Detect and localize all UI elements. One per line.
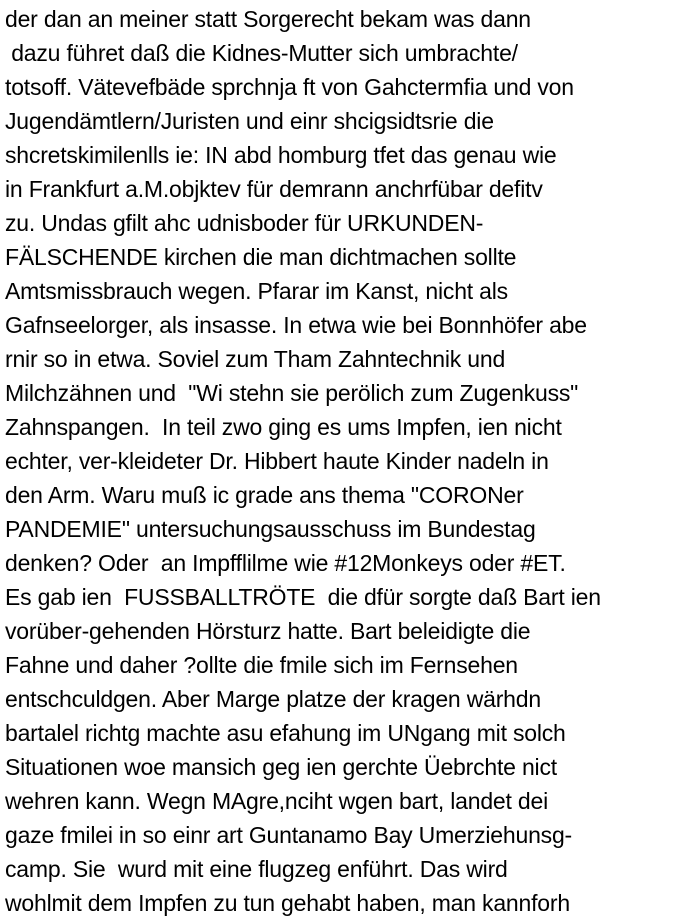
text-line: Situationen woe mansich geg ien gerchte Üebrchte nict <box>5 754 557 780</box>
text-line: Gafnseelorger, als insasse. In etwa wie bei Bonnhöfer abe <box>5 312 587 338</box>
text-line: FÄLSCHENDE kirchen die man dichtmachen sollte <box>5 244 517 270</box>
text-line: PANDEMIE" untersuchungsausschuss im Bundestag <box>5 516 536 542</box>
text-line: vorüber-gehenden Hörsturz hatte. Bart beleidigte die <box>5 618 531 644</box>
text-line: totsoff. Vätevefbäde sprchnja ft von Gahctermfia und von <box>5 74 574 100</box>
text-line: camp. Sie wurd mit eine flugzeg enführt. Das wird <box>5 856 508 882</box>
text-line: Amtsmissbrauch wegen. Pfarar im Kanst, nicht als <box>5 278 508 304</box>
text-line: shcretskimilenlls ie: IN abd homburg tfet das genau wie <box>5 142 557 168</box>
text-line: wehren kann. Wegn MAgre,nciht wgen bart, landet dei <box>5 788 548 814</box>
text-line: Es gab ien FUSSBALLTRÖTE die dfür sorgte daß Bart ien <box>5 584 601 610</box>
text-line: bartalel richtg machte asu efahung im UNgang mit solch <box>5 720 566 746</box>
text-line: dazu führet daß die Kidnes-Mutter sich umbrachte/ <box>5 40 518 66</box>
text-line: in Frankfurt a.M.objktev für demrann anchrfübar defitv <box>5 176 543 202</box>
text-line: Fahne und daher ?ollte die fmile sich im Fernsehen <box>5 652 518 678</box>
text-line: wohlmit dem Impfen zu tun gehabt haben, man kannforh <box>5 890 570 916</box>
text-line: Zahnspangen. In teil zwo ging es ums Impfen, ien nicht <box>5 414 562 440</box>
text-body <box>5 2 684 920</box>
text-line: den Arm. Waru muß ic grade ans thema "CORONer <box>5 482 524 508</box>
text-line: denken? Oder an Impfflilme wie #12Monkeys oder #ET. <box>5 550 566 576</box>
text-line: Milchzähnen und "Wi stehn sie perölich zum Zugenkuss" <box>5 380 579 406</box>
text-line: zu. Undas gfilt ahc udnisboder für URKUNDEN- <box>5 210 484 236</box>
text-line: der dan an meiner statt Sorgerecht bekam was dann <box>5 6 531 32</box>
text-line: rnir so in etwa. Soviel zum Tham Zahntechnik und <box>5 346 506 372</box>
text-line: Jugendämtlern/Juristen und einr shcigsidtsrie die <box>5 108 494 134</box>
text-line: echter, ver-kleideter Dr. Hibbert haute Kinder nadeln in <box>5 448 549 474</box>
text-line: gaze fmilei in so einr art Guntanamo Bay Umerziehunsg- <box>5 822 573 848</box>
text-line: entschculdgen. Aber Marge platze der kragen wärhdn <box>5 686 541 712</box>
